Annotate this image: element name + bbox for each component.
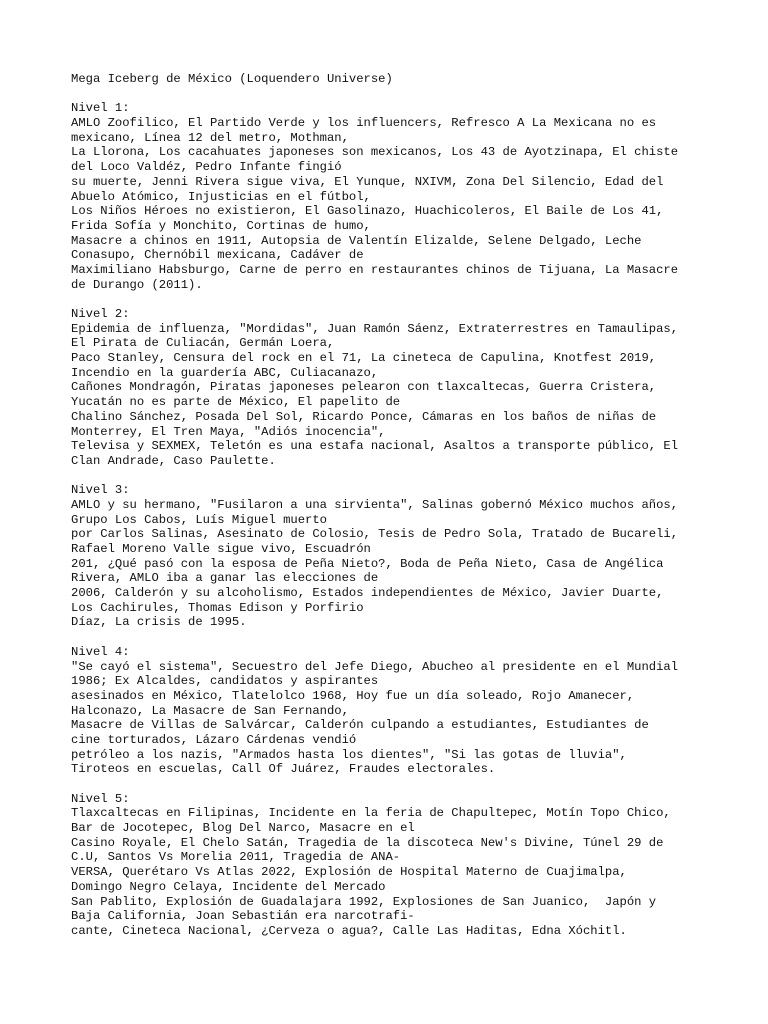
level-text-line: petróleo a los nazis, "Armados hasta los dientes", "Si las gotas de lluvia", [71,747,627,762]
level-text-line: Chalino Sánchez, Posada Del Sol, Ricardo Ponce, Cámaras en los baños de niñas de [71,409,657,424]
level-section-5 [71,792,711,939]
level-text-line: mexicano, Línea 12 del metro, Mothman, [71,130,349,145]
level-text-line: 2006, Calderón y su alcoholismo, Estados independientes de México, Javier Duarte, [71,586,664,601]
level-text-line: Paco Stanley, Censura del rock en el 71, La cineteca de Capulina, Knotfest 2019, [71,351,657,366]
level-text-line: C.U, Santos Vs Morelia 2011, Tragedia de ANA- [71,850,401,865]
level-text-line: cine torturados, Lázaro Cárdenas vendió [71,732,357,747]
level-text-line: Televisa y SEXMEX, Teletón es una estafa nacional, Asaltos a transporte público, El [71,439,679,454]
level-text-line: AMLO y su hermano, "Fusilaron a una sirvienta", Salinas gobernó México muchos años, [71,497,679,512]
level-text-line: Los Niños Héroes no existieron, El Gasolinazo, Huachicoleros, El Baile de Los 41, [71,204,664,219]
level-text-line: cante, Cineteca Nacional, ¿Cerveza o agua?, Calle Las Haditas, Edna Xóchitl. [71,923,627,938]
level-text-line: Epidemia de influenza, "Mordidas", Juan Ramón Sáenz, Extraterrestres en Tamaulipas, [71,321,679,336]
level-text-line: Domingo Negro Celaya, Incidente del Mercado [71,879,386,894]
level-text-line: Maximiliano Habsburgo, Carne de perro en restaurantes chinos de Tijuana, La Masacre [71,262,679,277]
level-text-line: Tlaxcaltecas en Filipinas, Incidente en la feria de Chapultepec, Motín Topo Chico, [71,806,671,821]
level-heading: Nivel 4: [71,644,130,659]
level-text-line: 1986; Ex Alcaldes, candidatos y aspirantes [71,674,379,689]
level-text-line: por Carlos Salinas, Asesinato de Colosio, Tesis de Pedro Sola, Tratado de Bucareli, [71,527,679,542]
level-text-line: Incendio en la guardería ABC, Culiacanazo, [71,365,379,380]
level-text-line: Abuelo Atómico, Injusticias en el fútbol, [71,189,371,204]
level-section-4 [71,645,711,777]
level-text-line: Bar de Jocotepec, Blog Del Narco, Masacre en el [71,821,415,836]
level-text-line: El Pirata de Culiacán, Germán Loera, [71,336,335,351]
level-text-line: del Loco Valdéz, Pedro Infante fingió [71,160,342,175]
level-text-line: "Se cayó el sistema", Secuestro del Jefe Diego, Abucheo al presidente en el Mundial [71,659,679,674]
level-text-line: de Durango (2011). [71,277,203,292]
level-text-line: Rafael Moreno Valle sigue vivo, Escuadrón [71,542,371,556]
level-text-line: Clan Andrade, Caso Paulette. [71,453,276,468]
level-text-line: La Llorona, Los cacahuates japoneses son mexicanos, Los 43 de Ayotzinapa, El chiste [71,145,679,160]
level-text-line: Cañones Mondragón, Piratas japoneses pelearon con tlaxcaltecas, Guerra Cristera, [71,380,657,395]
level-text-line: Frida Sofía y Monchito, Cortinas de humo, [71,218,371,233]
level-text-line: Tiroteos en escuelas, Call Of Juárez, Fraudes electorales. [71,762,496,777]
level-text-line: Yucatán no es parte de México, El papelito de [71,395,401,410]
level-text-line: Halconazo, La Masacre de San Fernando, [71,703,349,718]
level-text-line: Masacre de Villas de Salvárcar, Calderón culpando a estudiantes, Estudiantes de [71,718,649,733]
document-title: Mega Iceberg de México (Loquendero Universe) [71,72,393,86]
level-text-line: Casino Royale, El Chelo Satán, Tragedia de la discoteca New's Divine, Túnel 29 de [71,835,664,850]
level-text-line: VERSA, Querétaro Vs Atlas 2022, Explosión de Hospital Materno de Cuajimalpa, [71,865,627,880]
level-heading: Nivel 5: [71,791,130,806]
document-body [71,72,711,953]
level-heading: Nivel 3: [71,483,130,498]
level-text-line: Los Cachirules, Thomas Edison y Porfirio [71,600,364,615]
level-text-line: Baja California, Joan Sebastián era narcotrafi- [71,909,415,924]
level-text-line: asesinados en México, Tlatelolco 1968, Hoy fue un día soleado, Rojo Amanecer, [71,688,635,703]
level-text-line: Monterrey, El Tren Maya, "Adiós inocencia", [71,424,386,439]
level-text-line: San Pablito, Explosión de Guadalajara 1992, Explosiones de San Juanico, Japón y [71,894,657,909]
level-section-1 [71,101,711,292]
level-text-line: Díaz, La crisis de 1995. [71,615,247,630]
level-section-2 [71,307,711,469]
level-text-line: 201, ¿Qué pasó con la esposa de Peña Nieto?, Boda de Peña Nieto, Casa de Angélica [71,556,664,571]
level-text-line: Masacre a chinos en 1911, Autopsia de Valentín Elizalde, Selene Delgado, Leche [71,233,642,248]
level-heading: Nivel 1: [71,101,130,116]
level-text-line: Conasupo, Chernóbil mexicana, Cadáver de [71,248,364,263]
level-section-3 [71,483,711,630]
level-heading: Nivel 2: [71,307,130,321]
level-text-line: AMLO Zoofilico, El Partido Verde y los influencers, Refresco A La Mexicana no es [71,116,657,131]
level-text-line: Grupo Los Cabos, Luís Miguel muerto [71,512,327,527]
level-text-line: su muerte, Jenni Rivera sigue viva, El Yunque, NXIVM, Zona Del Silencio, Edad del [71,174,664,189]
level-text-line: Rivera, AMLO iba a ganar las elecciones de [71,571,379,586]
